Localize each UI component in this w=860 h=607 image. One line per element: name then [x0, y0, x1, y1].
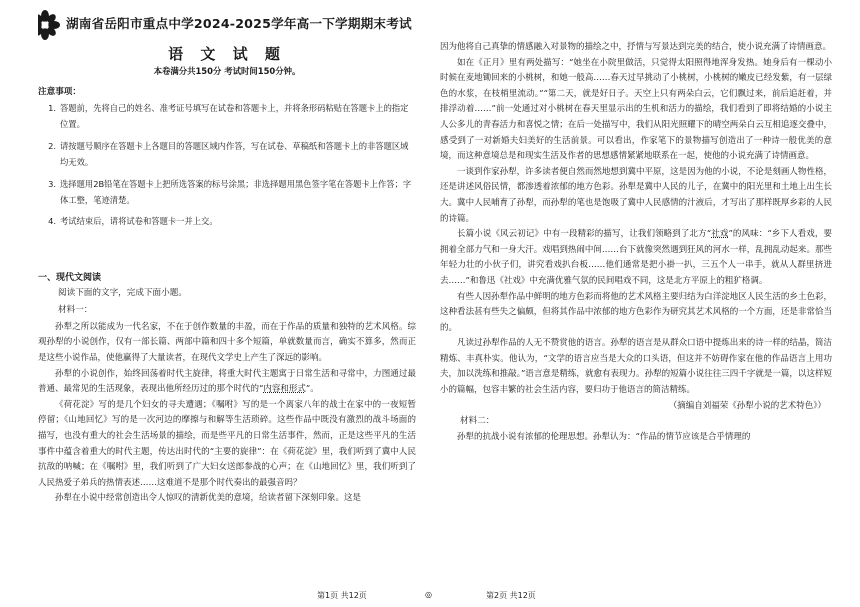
paragraph: 孙犁在小说中经常创造出令人惊叹的清新优美的意境，给读者留下深刻印象。这是 — [55, 493, 362, 504]
emphasized-phrase: 内容和形式 — [263, 384, 306, 395]
exam-header — [38, 0, 416, 34]
section-title: 一、现代文阅读 — [38, 272, 102, 283]
note-number: 1. — [48, 103, 56, 113]
exam-title: 湖南省岳阳市重点中学2024-2025学年高一下学期期末考试 — [66, 16, 412, 31]
note-number: 2. — [48, 140, 56, 151]
center-mark-icon: ◎ — [425, 590, 432, 599]
school-logo-icon — [38, 10, 60, 40]
paragraph-text: ”的风味：“乡下人看戏，要拥着全部力气和一身大汗。戏唱到热闹中间……台下就像突然遇到狂风的河水一样，乱拥乱动起来。那些年轻力壮的小伙子们，讲究看戏扒台板……他们通常是把小褂一扒，三五个人一串手，就从人群里挤进去……”和鲁迅《社戏》中充满优雅气氛的民间唱戏不同，这是北方平原上的粗犷格调。 — [440, 229, 832, 286]
paragraph: 《荷花淀》写的是几个妇女的寻夫遭遇；《嘱咐》写的是一个离家八年的战士在家中的一夜短暂停留；《山地回忆》写的是一次河边的摩擦与和解等生活琐碎。这些作品中既没有激烈的战斗场面的描写，也没有重大的社会生活场景的描绘，而是些平凡的日常生活事件，然而，正是这些平凡的生活事件中蕴含着重大的时代主题，传达出时代的“主要的旋律”：在《荷花淀》里，我们听到了冀中人民抗敌的呐喊；在《嘱咐》里，我们听到了广大妇女送郎参战的心声；在《山地回忆》里，我们听到了人民热爱子弟兵的热情表述……这难道不是那个时代奏出的最强音吗？ — [38, 399, 416, 488]
paragraph: 一谈到作家孙犁，许多读者便自然而然地想到冀中平原，这是因为他的小说，不论是刻画人物性格，还是讲述风俗民情，都渗透着浓郁的地方色彩。孙犁是冀中人民的儿子，在冀中的阳光里和土地上出生长大。冀中人民哺育了孙犁，而孙犁的笔也是饱吸了冀中人民感情的汁液后，才写出了那样既厚乡彩的人民的诗篇。 — [440, 166, 832, 224]
material-1-label: 材料一： — [58, 304, 93, 315]
notes-heading: 注意事项： — [38, 87, 81, 97]
material-1-body-right — [440, 40, 832, 399]
note-item — [38, 176, 416, 209]
paragraph: 孙犁之所以能成为一代名家，不在于创作数量的丰盈，而在于作品的质量和独特的艺术风格。综观孙犁的小说创作，仅有一部长篇、两部中篇和四十多个短篇，单就数量而言，确实不算多，然而正是这些小说作品，使他赢得了大量读者，在现代文学史上产生了深远的影响。 — [38, 321, 416, 364]
note-text: 考试结束后，请将试卷和答题卡一并上交。 — [60, 216, 218, 227]
paragraph-text: ”。 — [305, 384, 319, 395]
paragraph-text: 孙犁的小说创作，始终回荡着时代主旋律，将重大时代主题寓于日常生活和寻常中，力图通过最普通、最常见的生活现象，表现出他所经历过的那个时代的“ — [38, 368, 416, 395]
subject-title: 语 文 试 题 — [168, 45, 286, 63]
note-text: 答题前，先将自己的姓名、准考证号填写在试卷和答题卡上，并将条形码粘贴在答题卡上的指定位置。 — [60, 103, 409, 130]
paragraph: 有些人因孙犁作品中鲜明的地方色彩而将他的艺术风格主要归结为白洋淀地区人民生活的乡土色彩，这种看法甚有些失之偏颇，但将其作品中浓郁的地方色彩作为研究其艺术风格的一个方面，还是非常恰当的。 — [440, 291, 832, 333]
note-item — [38, 213, 416, 229]
reading-instruction: 阅读下面的文字，完成下面小题。 — [58, 287, 187, 298]
paragraph: 孙犁的抗战小说有浓郁的伦理思想。孙犁认为：“作品的情节应该是合乎情理的 — [457, 431, 751, 442]
note-item — [38, 100, 416, 133]
paragraph — [440, 227, 832, 289]
note-number: 3. — [48, 178, 56, 189]
page-number-left: 第1页 共12页 — [317, 591, 367, 600]
page-number-right: 第2页 共12页 — [486, 591, 536, 600]
material-2-label: 材料二： — [460, 416, 495, 427]
note-text: 请按题号顺序在答题卡上各题目的答题区域内作答，写在试卷、草稿纸和答题卡上的非答题区域均无效。 — [60, 140, 409, 168]
note-number: 4. — [48, 216, 56, 227]
note-text: 选择题用2B铅笔在答题卡上把所选答案的标号涂黑；非选择题用黑色签字笔在答题卡上作答；字体工整，笔迹清楚。 — [60, 178, 412, 206]
page-left — [38, 0, 416, 590]
emphasized-phrase: 社戏 — [711, 229, 729, 240]
material-2-body — [440, 430, 832, 446]
note-item — [38, 138, 416, 171]
notes-list — [38, 100, 416, 230]
paragraph-text: 长篇小说《风云初记》中有一段精彩的描写，让我们领略到了北方“ — [457, 229, 712, 240]
page-right — [440, 0, 832, 590]
source-citation: （摘编自刘福荣《孙犁小说的艺术特色》） — [668, 400, 826, 411]
paragraph: 如在《正月》里有两处描写：“她坐在小院里做活，只觉得太阳照得地浑身发热。她身后有一棵动小时候在麦地锄回来的小桃树，和她一般高……春天过早挑动了小桃树，小桃树的嫩皮已经发紫，有一层绿色的水浆，在枝梢里流动。”“第二天，就是好日子。天空上只有两朵白云，它们飘过来，前后追赶着，并排浮动着……”前一处通过对小桃树在春天里显示出的生机和活力的描绘，我们看到了即将结婚的小说主人公多儿的青春活力和喜悦之情；在后一处描写中，我们从阳光照耀下的晴空两朵白云互相追逐交叠中，感受到了一对新婚夫妇美好的生活前景。可以看出，作家笔下的景物描写创造出了一种诗一般优美的意境，而这种意境总是和现实生活及作者的思想感情紧紧地联系在一起，使他的小说充满了诗情画意。 — [440, 57, 832, 162]
paragraph-continued: 因为他将自己真挚的情感融入对景物的描绘之中，抒情与写景达到完美的结合，使小说充满了诗情画意。 — [440, 42, 832, 52]
paragraph: 凡读过孙犁作品的人无不赞赏他的语言。孙犁的语言是从群众口语中提炼出来的诗一样的结晶，简洁精炼、丰真朴实。他认为，“文学的语言应当是大众的口头语，但这并不妨碍作家在他的作品语言上用功夫，加以洗练和推敲。”语言意是精练，就愈有表现力。孙犁的短篇小说往往三四千字就是一篇，以这样短小的篇幅，包容丰繁的社会生活内容，要归功于他语言的简洁精练。 — [440, 338, 832, 396]
material-1-body-left — [38, 320, 416, 507]
exam-meta: 本卷满分共150分 考试时间150分钟。 — [153, 66, 301, 76]
paragraph — [38, 367, 416, 398]
